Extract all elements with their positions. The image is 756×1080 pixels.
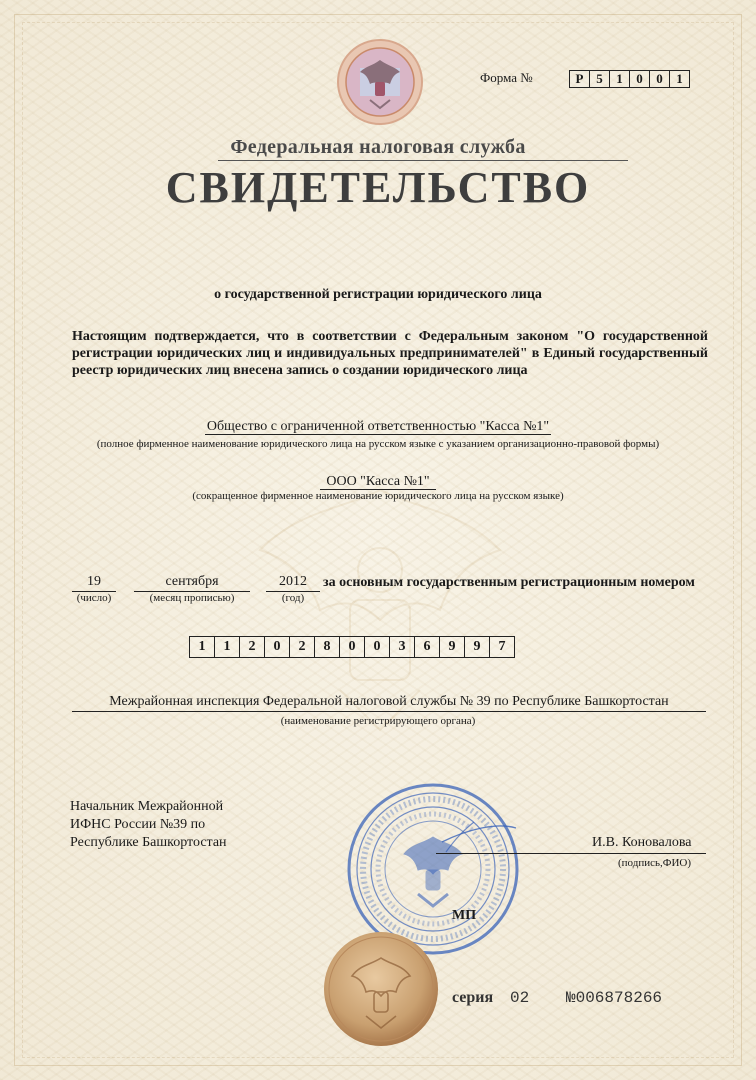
year-note: (год): [281, 592, 305, 604]
ogrn-digit: 8: [314, 636, 340, 658]
ogrn-digit: 0: [339, 636, 365, 658]
form-code-boxes: [570, 70, 690, 88]
ogrn-digit: 3: [389, 636, 415, 658]
agency-name: Федеральная налоговая служба: [230, 136, 526, 158]
short-company-name: [0, 474, 756, 490]
short-name-note: (сокращенное фирменное наименование юридического лица на русском языке): [192, 490, 564, 502]
chief-title: [70, 798, 227, 852]
form-code-digit: Р: [569, 70, 590, 88]
form-code-digit: 5: [589, 70, 610, 88]
ogrn-digit: 9: [439, 636, 465, 658]
chief-title-line: Начальник Межрайонной: [70, 799, 224, 814]
gold-emboss-seal-icon: [322, 930, 440, 1048]
ogrn-digit: 1: [189, 636, 215, 658]
registering-authority: Межрайонная инспекция Федеральной налоговой службы № 39 по Республике Башкортостан: [72, 694, 706, 712]
registration-number-caption: за основным государственным регистрационным номером: [323, 575, 695, 590]
state-emblem-icon: [336, 38, 424, 126]
authority-note: (наименование регистрирующего органа): [280, 715, 476, 727]
full-company-name: [0, 419, 756, 435]
ogrn-digit: 2: [289, 636, 315, 658]
series-label: серия: [452, 989, 494, 1006]
ogrn-digit: 7: [489, 636, 515, 658]
full-company-name-text: Общество с ограниченной ответственностью "Касса №1": [206, 419, 550, 434]
short-company-name-text: ООО "Касса №1": [320, 474, 435, 490]
day-note: (число): [76, 592, 112, 604]
ogrn-digit: 0: [364, 636, 390, 658]
form-code-digit: 0: [649, 70, 670, 88]
full-name-note: (полное фирменное наименование юридического лица на русском языке с указанием организационно-правовой формы): [96, 438, 660, 450]
registration-day: 19: [72, 574, 116, 592]
intro-paragraph: Настоящим подтверждается, что в соответствии с Федеральным законом "О государственной регистрации юридических лиц и индивидуальных предпринимателей" в Единый государственный реестр юридических лиц внесена запись о создании юридического лица: [72, 329, 708, 378]
registration-month: сентября: [134, 574, 250, 592]
month-note: (месяц прописью): [149, 592, 235, 604]
form-code-digit: 1: [609, 70, 630, 88]
seal-place-label: МП: [452, 908, 477, 923]
signer-name: И.В. Коновалова: [592, 835, 692, 850]
ogrn-digit: 6: [414, 636, 440, 658]
registration-year: 2012: [266, 574, 320, 592]
form-code-digit: 0: [629, 70, 650, 88]
certificate-subtitle: о государственной регистрации юридического лица: [214, 287, 542, 302]
ogrn-digit: 2: [239, 636, 265, 658]
signer-note: (подпись,ФИО): [618, 857, 691, 869]
chief-title-line: ИФНС России №39 по: [70, 817, 206, 832]
ogrn-digit: 0: [264, 636, 290, 658]
chief-title-line: Республике Башкортостан: [70, 835, 227, 850]
ogrn-digit: 1: [214, 636, 240, 658]
certificate-title: СВИДЕТЕЛЬСТВО: [165, 163, 591, 212]
series-value: 02: [510, 989, 530, 1007]
ogrn-boxes: [190, 636, 515, 658]
ogrn-digit: 9: [464, 636, 490, 658]
certificate-number: №006878266: [566, 989, 663, 1007]
signature-line: [436, 853, 706, 854]
form-label: Форма №: [480, 70, 533, 85]
form-code-digit: 1: [669, 70, 690, 88]
agency-divider: [218, 160, 628, 161]
